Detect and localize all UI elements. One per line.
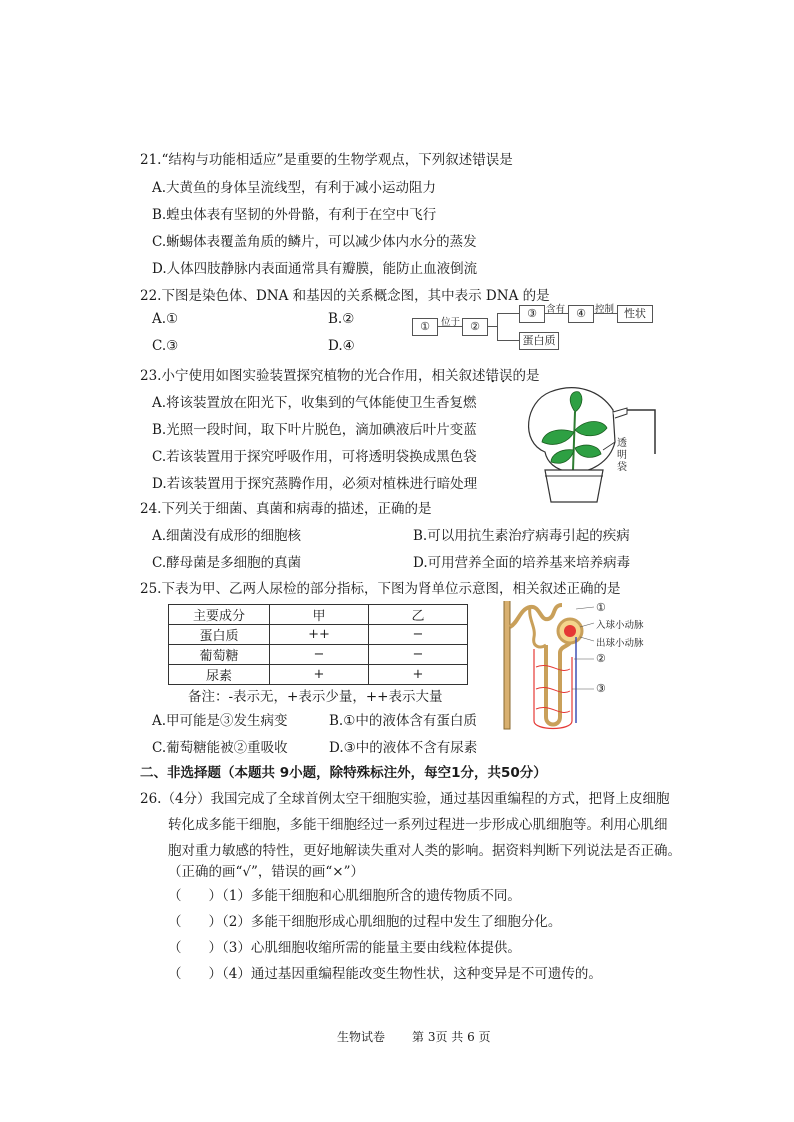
- q26-item-1: （ ）（1）多能干细胞和心肌细胞所含的遗传物质不同。: [168, 888, 521, 904]
- q21-option-d: D.人体四肢静脉内表面通常具有瓣膜，能防止血液倒流: [152, 261, 478, 277]
- q26-text-line: 转化成多能干细胞，多能干细胞经过一系列过程进一步形成心肌细胞等。利用心肌细: [168, 817, 668, 833]
- q23-option-b: B.光照一段时间，取下叶片脱色，滴加碘液后叶片变蓝: [152, 422, 477, 438]
- q25-option-c: C.葡萄糖能被②重吸收: [152, 740, 288, 756]
- q26-item-2: （ ）（2）多能干细胞形成心肌细胞的过程中发生了细胞分化。: [168, 914, 562, 930]
- connector-line: [497, 340, 519, 341]
- q23-option-d: D.若该装置用于探究蒸腾作用，必须对植株进行暗处理: [152, 476, 478, 492]
- q25-stem: 25.下表为甲、乙两人尿检的部分指标，下图为肾单位示意图，相关叙述正确的是: [140, 581, 621, 597]
- q23-option-c: C.若该装置用于探究呼吸作用，可将透明袋换成黑色袋: [152, 449, 477, 465]
- q24-option-a: A.细菌没有成形的细胞核: [152, 528, 302, 544]
- q24-option-b: B.可以用抗生素治疗病毒引起的疾病: [413, 528, 630, 544]
- emphasis-dots: 错误 • •: [472, 148, 499, 168]
- q22-option-a: A.①: [152, 311, 179, 327]
- concept-box-1: ①: [412, 318, 438, 336]
- q21-stem: 21.“结构与功能相适应”是重要的生物学观点，下列叙述错误 • •是: [140, 148, 513, 168]
- concept-box-2: ②: [462, 318, 488, 336]
- plant-bag-apparatus: [515, 382, 665, 504]
- table-cell: −: [270, 645, 369, 665]
- table-row: [169, 645, 468, 665]
- label-located: 位于: [441, 317, 461, 328]
- q24-option-d: D.可用营养全面的培养基来培养病毒: [413, 555, 631, 571]
- q26-text-line: 26.（4分）我国完成了全球首例太空干细胞实验，通过基因重编程的方式，把肾上皮细胞: [140, 791, 670, 807]
- nephron-label-1: ①: [596, 601, 606, 614]
- table-header-row: [169, 605, 468, 625]
- table-cell: +: [270, 665, 369, 685]
- q23-stem: 23.小宁使用如图实验装置探究植物的光合作用，相关叙述错误 • •的是: [140, 364, 539, 384]
- table-cell: 葡萄糖: [169, 645, 270, 665]
- nephron-label-2: ②: [596, 652, 606, 665]
- label-controls: 控制: [595, 304, 615, 315]
- q26-text-line: 胞对重力敏感的特性，更好地解读失重对人类的影响。据资料判断下列说法是否正确。: [168, 843, 681, 859]
- table-header: 甲: [270, 605, 369, 625]
- q26-item-4: （ ）（4）通过基因重编程能改变生物性状，这种变异是不可遗传的。: [168, 966, 602, 982]
- table-row: [169, 625, 468, 645]
- concept-box-4: ④: [568, 305, 594, 323]
- q26-text-line: （正确的画“√”，错误的画“×”）: [168, 864, 365, 880]
- concept-box-protein: 蛋白质: [519, 332, 559, 350]
- label-efferent-arteriole: 出球小动脉: [596, 638, 644, 649]
- nephron-label-3: ③: [596, 682, 606, 695]
- table-cell: 蛋白质: [169, 625, 270, 645]
- footer-page-number: 第 3页 共 6 页: [412, 1030, 491, 1044]
- q21-option-a: A.大黄鱼的身体呈流线型，有利于减小运动阻力: [152, 180, 437, 196]
- table-cell: −: [369, 625, 468, 645]
- q22-option-b: B.②: [328, 311, 355, 327]
- q22-stem: 22.下图是染色体、DNA 和基因的关系概念图，其中表示 DNA 的是: [140, 288, 550, 304]
- urine-test-table: [168, 604, 468, 685]
- q23-option-a: A.将该装置放在阳光下，收集到的气体能使卫生香复燃: [152, 395, 477, 411]
- table-cell: −: [369, 645, 468, 665]
- q25-option-b: B.①中的液体含有蛋白质: [329, 713, 477, 729]
- bag-label: 透 明 袋: [617, 438, 627, 473]
- table-cell: ++: [270, 625, 369, 645]
- table-cell: +: [369, 665, 468, 685]
- emphasis-dots: 错误 • •: [485, 364, 512, 384]
- q22-option-c: C.③: [152, 338, 179, 354]
- label-contains: 含有: [546, 304, 566, 315]
- section-title: 二、非选择题（本题共 9小题，除特殊标注外，每空1分，共50分）: [140, 765, 547, 781]
- q21-option-b: B.蝗虫体表有坚韧的外骨骼，有利于在空中飞行: [152, 207, 437, 223]
- table-cell: 尿素: [169, 665, 270, 685]
- q25-option-a: A.甲可能是③发生病变: [152, 713, 288, 729]
- q24-option-c: C.酵母菌是多细胞的真菌: [152, 555, 302, 571]
- nephron-diagram: [490, 597, 600, 737]
- footer-subject: 生物试卷: [337, 1030, 386, 1044]
- q25-option-d: D.③中的液体不含有尿素: [329, 740, 478, 756]
- table-row: [169, 665, 468, 685]
- q26-item-3: （ ）（3）心肌细胞收缩所需的能量主要由线粒体提供。: [168, 940, 521, 956]
- table-note: 备注：-表示无，+表示少量，++表示大量: [188, 689, 443, 705]
- connector-line: [487, 326, 497, 327]
- connector-line: [497, 313, 519, 314]
- concept-box-trait: 性状: [617, 305, 653, 323]
- q22-option-d: D.④: [328, 338, 355, 354]
- q24-stem: 24.下列关于细菌、真菌和病毒的描述，正确的是: [140, 501, 432, 517]
- label-afferent-arteriole: 入球小动脉: [596, 620, 644, 631]
- table-header: 乙: [369, 605, 468, 625]
- table-header: 主要成分: [169, 605, 270, 625]
- q21-option-c: C.蜥蜴体表覆盖角质的鳞片，可以减少体内水分的蒸发: [152, 234, 477, 250]
- concept-box-3: ③: [519, 305, 545, 323]
- connector-line: [497, 313, 498, 340]
